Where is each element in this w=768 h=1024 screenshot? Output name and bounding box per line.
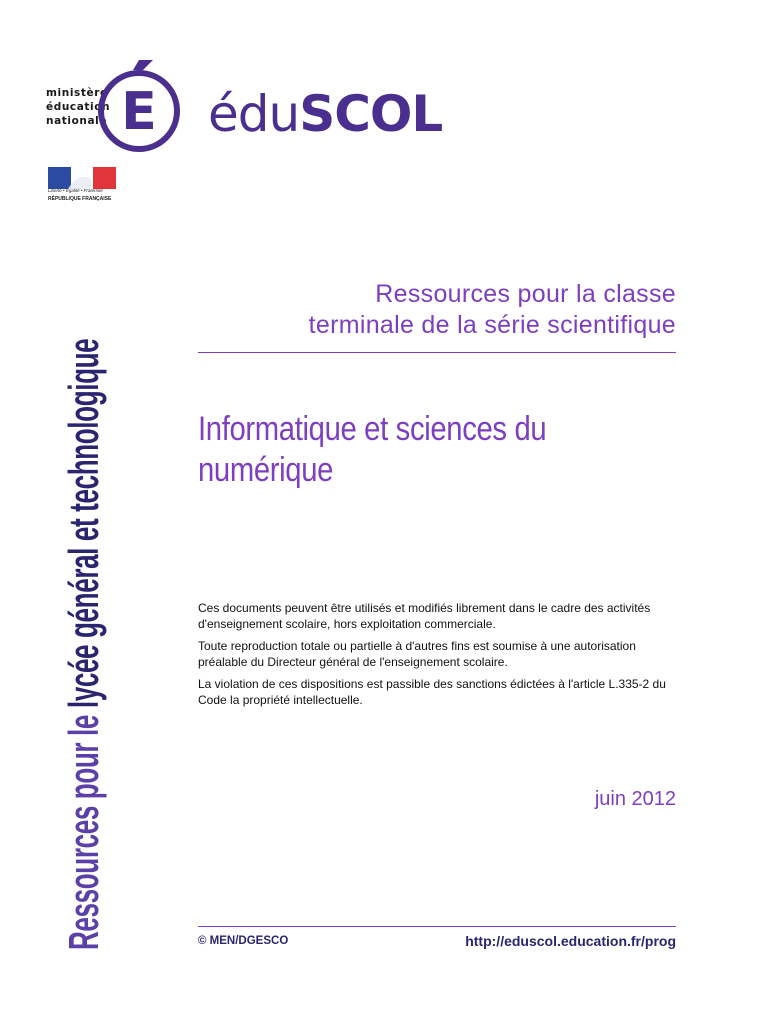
ministry-e-logo-icon: [96, 57, 182, 155]
eduscol-logo: [208, 86, 442, 142]
publication-date: juin 2012: [594, 788, 676, 810]
republic-name: RÉPUBLIQUE FRANÇAISE: [48, 196, 112, 202]
copyright-text: © MEN/DGESCO: [198, 935, 289, 947]
side-title-part2: lycée général et technologique: [60, 338, 107, 709]
license-notice: [198, 600, 688, 714]
subtitle-line-1: Ressources pour la classe: [375, 280, 676, 308]
subtitle: [206, 279, 676, 341]
document-title-line-1: Informatique et sciences du: [198, 410, 547, 448]
notice-paragraph-2: Toute reproduction totale ou partielle à d'autres fins est soumise à une autorisation préalable du Directeur général de l'enseignement scolaire.: [198, 639, 636, 669]
notice-paragraph-3: La violation de ces dispositions est passible des sanctions édictées à l'article L.335-2 du Code la propriété intellectuelle.: [198, 677, 666, 707]
document-title: [198, 409, 668, 491]
side-title-part1: Ressources pour le: [60, 715, 107, 950]
ministry-line-1: ministère: [46, 87, 108, 99]
side-vertical-title: [60, 0, 108, 950]
divider-bottom: [198, 926, 676, 927]
eduscol-suffix: SCOL: [299, 85, 443, 143]
subtitle-line-2: terminale de la série scientifique: [308, 311, 676, 339]
eduscol-prefix: édu: [208, 85, 300, 143]
document-title-line-2: numérique: [198, 451, 334, 489]
divider-top: [198, 352, 676, 353]
svg-text:E: E: [121, 82, 157, 142]
notice-paragraph-1: Ces documents peuvent être utilisés et modifiés librement dans le cadre des activités d'enseignement scolaire, hors exploitation commerciale.: [198, 601, 651, 631]
eduscol-url-link[interactable]: http://eduscol.education.fr/prog: [465, 933, 676, 949]
ministry-line-3: nationale: [46, 115, 108, 127]
republic-motto: Liberté • Égalité • Fraternité: [48, 188, 103, 193]
ministry-line-2: éducation: [46, 101, 111, 113]
